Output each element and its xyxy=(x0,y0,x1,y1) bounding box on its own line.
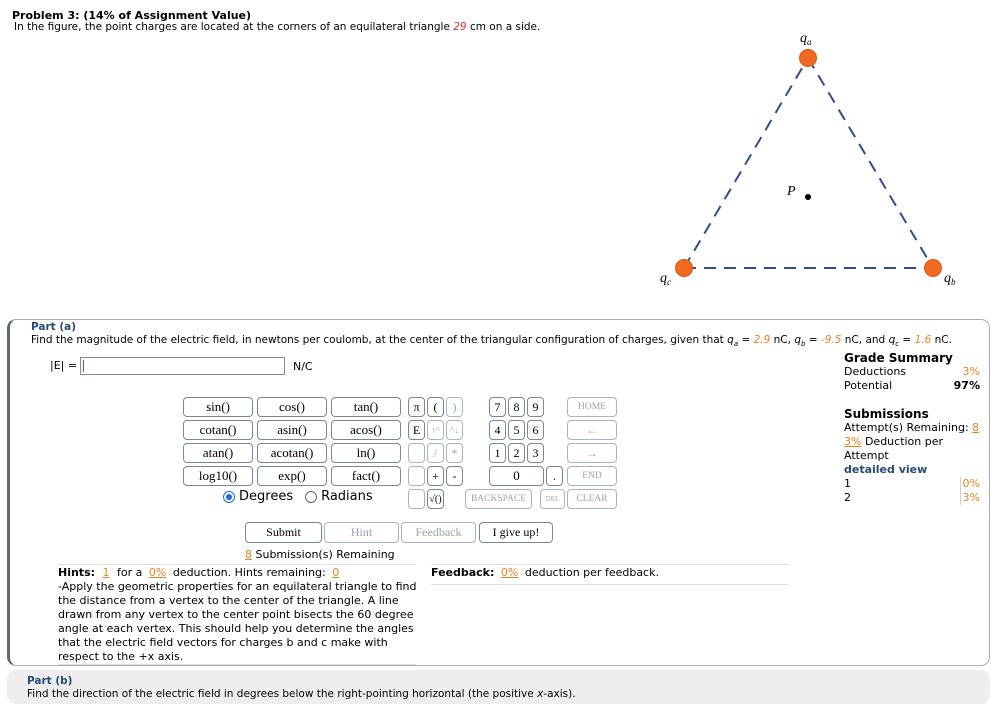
key-blank-2[interactable] xyxy=(408,466,425,486)
side-ab xyxy=(808,58,933,268)
key-7[interactable]: 7 xyxy=(489,397,506,417)
qa-symbol: $q_a$ xyxy=(727,334,739,349)
e-field-input[interactable] xyxy=(80,357,285,375)
key-1[interactable]: 1 xyxy=(489,443,506,463)
key-decimal[interactable]: . xyxy=(546,466,563,486)
submissions-text: Submission(s) Remaining xyxy=(252,548,395,561)
key-multiply[interactable]: * xyxy=(446,443,463,463)
label-p: P xyxy=(787,184,796,199)
desc-pre: In the figure, the point charges are located at the corners of an equilateral triangle xyxy=(14,21,454,33)
radians-label[interactable]: Radians xyxy=(321,489,373,504)
key-right-arrow[interactable]: → xyxy=(567,443,617,463)
attempt-deduction: 0% xyxy=(960,477,980,491)
feedback-bottom-divider xyxy=(431,584,788,585)
key-minus[interactable]: - xyxy=(446,466,463,486)
unit-label: N/C xyxy=(293,360,313,373)
feedback-text: deduction per feedback. xyxy=(521,566,659,579)
degrees-label[interactable]: Degrees xyxy=(239,489,294,504)
potential-label: Potential xyxy=(844,379,893,392)
side-ca xyxy=(684,58,808,268)
center-point xyxy=(805,194,811,200)
attempts-info xyxy=(844,421,980,463)
give-up-button[interactable]: I give up! xyxy=(479,522,553,543)
hints-pct: 0% xyxy=(148,566,167,579)
key-sqrt[interactable]: √() xyxy=(427,489,444,509)
key-open-paren[interactable]: ( xyxy=(427,397,444,417)
part-b-label: Part (b) xyxy=(27,675,73,687)
key-asin[interactable]: asin() xyxy=(257,420,327,440)
key-pi[interactable]: π xyxy=(408,397,425,417)
key-left-arrow[interactable]: ← xyxy=(567,420,617,440)
qb-symbol: $q_b$ xyxy=(794,334,806,349)
key-subscript[interactable]: ^↓ xyxy=(446,420,463,440)
deductions-row xyxy=(844,365,980,379)
charge-a xyxy=(800,50,817,67)
feedback-divider xyxy=(431,564,788,565)
hints-for-a: for a xyxy=(113,566,146,579)
hints-rem-text: deduction. Hints remaining: xyxy=(169,566,330,579)
feedback-pct: 0% xyxy=(500,566,519,579)
key-2[interactable]: 2 xyxy=(508,443,525,463)
key-cotan[interactable]: cotan() xyxy=(183,420,253,440)
key-blank-3[interactable] xyxy=(408,489,425,509)
key-clear[interactable]: CLEAR xyxy=(567,489,617,509)
potential-row xyxy=(844,379,980,393)
feedback-button[interactable]: Feedback xyxy=(401,522,476,543)
key-log10[interactable]: log10() xyxy=(183,466,253,486)
key-9[interactable]: 9 xyxy=(527,397,544,417)
potential-value: 97% xyxy=(953,379,980,392)
key-3[interactable]: 3 xyxy=(527,443,544,463)
triangle-figure xyxy=(0,0,996,300)
key-del[interactable]: DEL xyxy=(540,489,565,509)
key-sin[interactable]: sin() xyxy=(183,397,253,417)
qc-unit: nC xyxy=(934,334,949,346)
key-4[interactable]: 4 xyxy=(489,420,506,440)
key-8[interactable]: 8 xyxy=(508,397,525,417)
hints-count: 1 xyxy=(102,566,110,579)
attempt-number: 2 xyxy=(844,491,851,504)
hints-header xyxy=(58,566,418,580)
angle-mode xyxy=(223,489,373,504)
attempt-row-2 xyxy=(844,491,980,505)
key-close-paren[interactable]: ) xyxy=(446,397,463,417)
submit-button[interactable]: Submit xyxy=(245,522,322,543)
hints-bottom-divider xyxy=(58,664,416,665)
deduction-per-attempt-text: Deduction per Attempt xyxy=(844,435,944,462)
qa-unit: nC xyxy=(773,334,788,346)
qa-value: 2.9 xyxy=(753,334,771,346)
submissions-count: 8 xyxy=(245,548,252,561)
key-ln[interactable]: ln() xyxy=(331,443,401,463)
x-axis-symbol: x xyxy=(537,688,544,700)
key-acotan[interactable]: acotan() xyxy=(257,443,327,463)
attempts-label: Attempt(s) Remaining: xyxy=(844,421,969,434)
hints-divider xyxy=(58,564,416,565)
radians-radio[interactable] xyxy=(305,491,317,503)
part-b-question xyxy=(27,688,576,700)
key-exp[interactable]: exp() xyxy=(257,466,327,486)
text-cursor xyxy=(83,360,84,372)
attempt-deduction: 3% xyxy=(960,491,980,505)
part-a-question: Find the magnitude of the electric field, in newtons per coulomb, at the center of the triangular configuration of charges, given that $q_a = 2.9$ nC, $q_b = -9.5$ nC, and $q_c = 1.6$ nC. xyxy=(31,334,952,349)
deduction-per-attempt-pct: 3% xyxy=(844,435,862,448)
hints-remaining: 0 xyxy=(332,566,340,579)
key-acos[interactable]: acos() xyxy=(331,420,401,440)
label-qa: $q_a$ xyxy=(800,31,812,47)
key-blank-1[interactable] xyxy=(408,443,425,463)
hints-label: Hints: xyxy=(58,566,96,579)
attempt-number: 1 xyxy=(844,477,851,490)
deductions-value: 3% xyxy=(962,365,980,378)
key-e[interactable]: E xyxy=(408,420,425,440)
part-b-text: Find the direction of the electric field in degrees below the right-pointing horizontal (the positive xyxy=(27,688,538,700)
key-5[interactable]: 5 xyxy=(508,420,525,440)
side-length: 29 xyxy=(453,21,467,33)
charge-c xyxy=(676,260,693,277)
feedback-label: Feedback: xyxy=(431,566,495,579)
qc-value: 1.6 xyxy=(914,334,932,346)
key-atan[interactable]: atan() xyxy=(183,443,253,463)
key-0[interactable]: 0 xyxy=(489,466,544,486)
qb-unit: nC xyxy=(844,334,859,346)
part-a-label: Part (a) xyxy=(31,321,77,333)
desc-post: cm on a side. xyxy=(466,21,541,33)
key-plus[interactable]: + xyxy=(427,466,444,486)
key-fact[interactable]: fact() xyxy=(331,466,401,486)
key-divide[interactable]: / xyxy=(427,443,444,463)
grade-summary-title: Grade Summary xyxy=(844,351,953,365)
feedback-panel xyxy=(431,566,659,579)
attempt-row-1 xyxy=(844,477,980,491)
label-qc: $q_c$ xyxy=(660,271,671,287)
charge-b xyxy=(925,260,942,277)
key-tan[interactable]: tan() xyxy=(331,397,401,417)
hint-button[interactable]: Hint xyxy=(324,522,399,543)
triangle-sides xyxy=(684,58,933,268)
key-6[interactable]: 6 xyxy=(527,420,544,440)
degrees-radio[interactable] xyxy=(223,491,235,503)
submissions-title: Submissions xyxy=(844,407,929,421)
key-backspace[interactable]: BACKSPACE xyxy=(465,489,532,509)
part-b-end: -axis). xyxy=(543,688,576,700)
deductions-label: Deductions xyxy=(844,365,907,378)
key-end[interactable]: END xyxy=(567,466,617,486)
qc-symbol: $q_c$ xyxy=(888,334,900,349)
key-home[interactable]: HOME xyxy=(567,397,617,417)
key-cos[interactable]: cos() xyxy=(257,397,327,417)
attempts-value: 8 xyxy=(972,421,980,434)
submissions-remaining xyxy=(245,548,395,561)
key-superscript[interactable]: ↑^ xyxy=(427,420,444,440)
label-qb: $q_b$ xyxy=(944,271,956,287)
hints-panel xyxy=(58,566,418,664)
grade-summary xyxy=(844,351,980,505)
problem-title: Problem 3: (14% of Assignment Value) xyxy=(12,9,252,22)
hint-text: -Apply the geometric properties for an equilateral triangle to find the distance from a vertex to the center of the triangle. A line drawn from any vertex to the center point bisects the 60 degree angle at each vertex. This should help you determine the angles that the electric field vectors for charges b and c make with respect to the +x axis. xyxy=(58,580,417,663)
qb-value: -9.5 xyxy=(820,334,842,346)
question-text: Find the magnitude of the electric field, in newtons per coulomb, at the center of the triangular configuration of charges, given that xyxy=(31,334,728,346)
detailed-view-link[interactable]: detailed view xyxy=(844,463,928,476)
e-field-label: |E| = xyxy=(50,359,78,372)
